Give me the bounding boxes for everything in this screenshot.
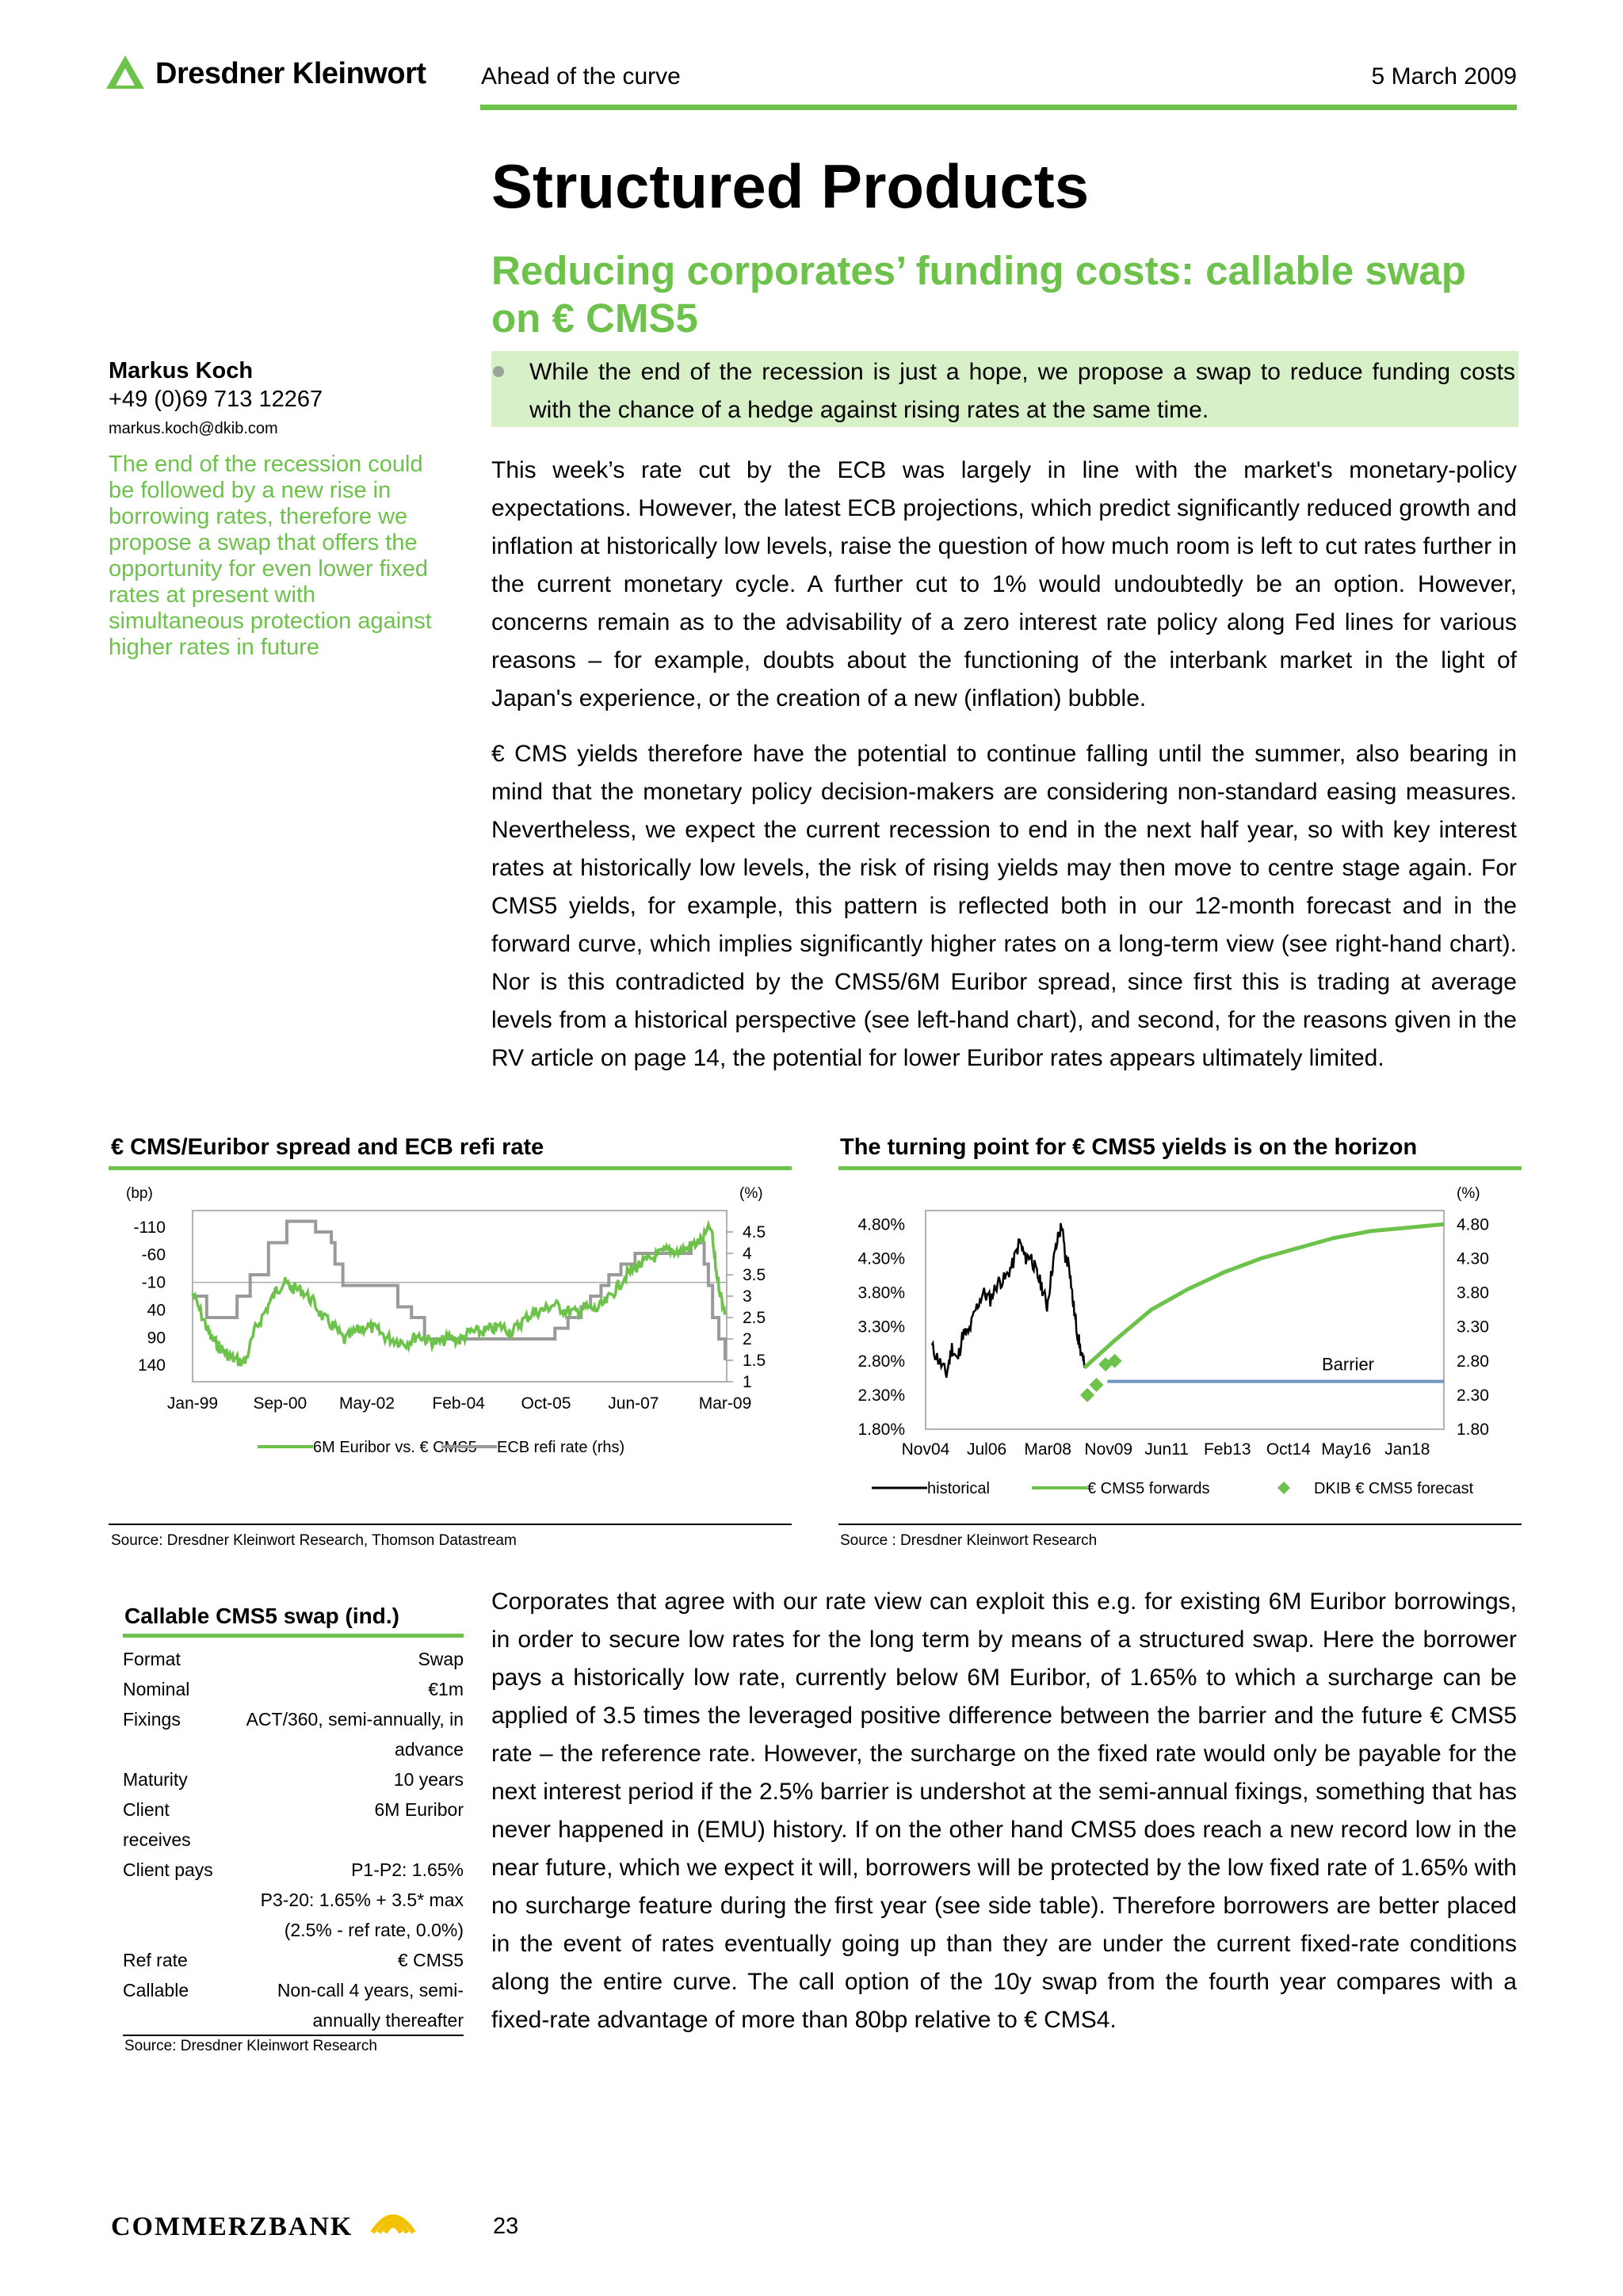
left-axis-unit: (bp) [126, 1185, 153, 1202]
terms-row [123, 1704, 464, 1764]
right-axis-unit: (%) [1457, 1185, 1480, 1202]
series-line-spread [193, 1225, 725, 1367]
right-tick-label: 3.80 [1457, 1283, 1489, 1302]
legend-label: € CMS5 forwards [1087, 1480, 1210, 1497]
terms-row [123, 1644, 464, 1674]
term-label [123, 1885, 218, 1945]
table-rule [123, 1634, 464, 1638]
chart-bottom-rule [838, 1524, 1522, 1525]
x-tick-label: Mar-09 [698, 1394, 752, 1413]
right-tick-label: 1.80 [1457, 1421, 1489, 1439]
chart-title: € CMS/Euribor spread and ECB refi rate [111, 1135, 544, 1160]
commerzbank-ribbon-icon [369, 2206, 417, 2237]
left-tick-label: 2.80% [857, 1352, 905, 1371]
x-tick-label: Nov04 [901, 1440, 950, 1459]
chart-title: The turning point for € CMS5 yields is on the horizon [840, 1135, 1418, 1160]
section-title: Structured Products [491, 151, 1090, 221]
left-tick-label: -60 [141, 1245, 166, 1264]
terms-row [123, 1975, 464, 2036]
x-tick-label: Nov09 [1084, 1440, 1133, 1459]
publication-series: Ahead of the curve [481, 63, 681, 90]
right-tick-label: 4 [743, 1245, 752, 1263]
legend-swatch-forecast [1277, 1482, 1290, 1494]
legend-label: ECB refi rate (rhs) [497, 1439, 625, 1456]
x-tick-label: Jan18 [1384, 1440, 1430, 1459]
barrier-annotation: Barrier [1322, 1354, 1375, 1375]
right-axis-unit: (%) [739, 1185, 763, 1202]
legend-label: historical [927, 1480, 990, 1497]
x-tick-label: Jan-99 [166, 1394, 219, 1413]
chart-rule [109, 1166, 792, 1170]
term-value: Non-call 4 years, semi-annually thereafter [218, 1975, 464, 2036]
right-tick-label: 2.30 [1457, 1386, 1489, 1405]
left-tick-label: 90 [147, 1329, 166, 1348]
highlight-text: While the end of the recession is just a hope, we propose a swap to reduce funding costs with the chance of a hedge against rising rates at the same time. [529, 359, 1515, 423]
table-bottom-rule [123, 2035, 464, 2036]
sidebar-summary: The end of the recession could be followed by a new rise in borrowing rates, therefore we propose a swap that offers the opportunity for even lower fixed rates at present with simultaneous protection against higher rates in future [109, 452, 432, 660]
publication-date: 5 March 2009 [1371, 63, 1517, 90]
x-tick-label: Jun11 [1144, 1440, 1189, 1459]
terms-row [123, 1885, 464, 1945]
chart-bottom-rule [109, 1524, 792, 1525]
term-label: Maturity [123, 1769, 188, 1790]
terms-row [123, 1855, 464, 1885]
term-value: € CMS5 [397, 1950, 464, 1970]
right-tick-label: 4.30 [1457, 1249, 1489, 1268]
term-label: Client receives [123, 1799, 191, 1850]
x-tick-label: Jun-07 [608, 1394, 659, 1413]
term-label: Nominal [123, 1679, 190, 1699]
term-value: Swap [418, 1649, 464, 1669]
chart-rule [838, 1166, 1522, 1170]
term-label: Format [123, 1649, 181, 1669]
left-tick-label: 2.30% [857, 1386, 905, 1405]
article-subtitle: Reducing corporates’ funding costs: callable swap on € CMS5 [491, 248, 1466, 341]
spread-refi-chart [109, 1174, 792, 1523]
right-tick-label: 3.5 [743, 1266, 766, 1284]
series-line-forwards [1084, 1224, 1444, 1367]
plot-frame [926, 1211, 1444, 1429]
body-paragraph: Corporates that agree with our rate view can exploit this e.g. for existing 6M Euribor borrowings, in order to secure low rates for the long term by means of a structured swap. Here the borrower pays a historically low rate, currently below 6M Euribor, of 1.65% to which a surcharge can be applied of 3.5 times the leveraged positive difference between the barrier and the future € CMS5 rate – the reference rate. However, the surcharge on the fixed rate would only be payable for the next interest period if the 2.5% barrier is undershot at the semi-annual fixings, something that has never happened in (EMU) history. If on the other hand CMS5 does reach a new record low in the near future, which we expect it will, borrowers will be protected by the low fixed rate of 1.65% with no surcharge feature during the first year (see side table). Therefore borrowers are better placed in the event of rates eventually going up than they are under the current fixed-rate conditions along the entire curve. The call option of the 10y swap from the fourth year compares with a fixed-rate advantage of more than 80bp relative to € CMS4. [491, 1589, 1517, 2033]
term-value: €1m [428, 1679, 464, 1699]
left-tick-label: 4.80% [857, 1215, 905, 1234]
term-label: Ref rate [123, 1950, 188, 1970]
forecast-point [1080, 1388, 1094, 1402]
left-tick-label: -10 [141, 1273, 166, 1292]
terms-row [123, 1764, 464, 1794]
cms5-forward-chart [838, 1174, 1522, 1523]
x-tick-label: Feb13 [1203, 1440, 1251, 1459]
term-value: 10 years [393, 1769, 464, 1790]
x-tick-label: May-02 [339, 1394, 395, 1413]
terms-table [123, 1644, 464, 2036]
x-tick-label: Oct14 [1266, 1440, 1311, 1459]
x-tick-label: Jul06 [966, 1440, 1007, 1459]
right-tick-label: 2.80 [1457, 1352, 1489, 1371]
terms-row [123, 1794, 464, 1855]
term-value: ACT/360, semi-annually, in advance [246, 1709, 464, 1760]
x-tick-label: Oct-05 [521, 1394, 571, 1413]
body-paragraph: € CMS yields therefore have the potential to continue falling until the summer, also bearing in mind that the monetary policy decision-makers are considering non-standard easing measures. Nevertheless, we expect the current recession to end in the next half year, so with key interest rates at historically low levels, the risk of rising yields may then move to centre stage again. For CMS5 yields, for example, this pattern is reflected both in our 12-month forecast and in the forward curve, which implies significantly higher rates on a long-term view (see right-hand chart). Nor is this contradicted by the CMS5/6M Euribor spread, since first this is trading at average levels from a historical perspective (see left-hand chart), and second, for the reasons given in the RV article on page 14, the potential for lower Euribor rates appears ultimately limited. [491, 741, 1517, 1071]
term-label: Callable [123, 1980, 189, 2000]
author-email[interactable]: markus.koch@dkib.com [109, 420, 278, 437]
series-line-historical [932, 1223, 1085, 1378]
x-tick-label: Sep-00 [253, 1394, 307, 1413]
left-tick-label: 3.80% [857, 1283, 905, 1302]
term-label: Fixings [123, 1709, 181, 1730]
left-tick-label: 4.30% [857, 1249, 905, 1268]
term-value: P3-20: 1.65% + 3.5* max (2.5% - ref rate, 0.0%) [260, 1890, 464, 1940]
right-tick-label: 4.5 [743, 1223, 766, 1241]
terms-row [123, 1945, 464, 1975]
left-tick-label: 3.30% [857, 1318, 905, 1337]
x-tick-label: May16 [1321, 1440, 1372, 1459]
right-tick-label: 2.5 [743, 1309, 766, 1327]
legend-label: 6M Euribor vs. € CMS5 [313, 1439, 477, 1456]
right-tick-label: 4.80 [1457, 1215, 1489, 1234]
legend-label: DKIB € CMS5 forecast [1314, 1480, 1474, 1497]
term-value: P1-P2: 1.65% [351, 1859, 464, 1880]
terms-row [123, 1674, 464, 1704]
brand-name: Dresdner Kleinwort [155, 57, 426, 90]
header-rule [480, 105, 1517, 110]
author-phone: +49 (0)69 713 12267 [109, 387, 323, 412]
page-number: 23 [493, 2214, 519, 2239]
term-label: Client pays [123, 1859, 213, 1880]
right-tick-label: 2 [743, 1330, 752, 1348]
body-paragraph: This week’s rate cut by the ECB was largely in line with the market's monetary-policy expectations. However, the latest ECB projections, which predict significantly reduced growth and inflation at historically low levels, raise the question of how much room is left to cut rates further in the current monetary cycle. A further cut to 1% would undoubtedly be an option. However, concerns remain as to the advisability of a zero interest rate policy along Fed lines for various reasons – for example, doubts about the functioning of the interbank market in the light of Japan's experience, or the creation of a new (inflation) bubble. [491, 457, 1517, 711]
left-tick-label: -110 [133, 1218, 166, 1237]
right-tick-label: 3 [743, 1287, 752, 1306]
x-tick-label: Mar08 [1024, 1440, 1071, 1459]
left-tick-label: 40 [147, 1301, 166, 1320]
term-value: 6M Euribor [374, 1799, 464, 1820]
chart-source: Source: Dresdner Kleinwort Research, Thomson Datastream [111, 1532, 517, 1549]
forecast-point [1090, 1378, 1104, 1392]
left-tick-label: 140 [137, 1356, 166, 1375]
left-tick-label: 1.80% [857, 1421, 905, 1439]
commerzbank-logo-text: COMMERZBANK [111, 2212, 353, 2241]
right-tick-label: 1.5 [743, 1352, 766, 1370]
author-name: Markus Koch [109, 358, 254, 383]
terms-table-title: Callable CMS5 swap (ind.) [124, 1604, 399, 1628]
table-source: Source: Dresdner Kleinwort Research [124, 2038, 377, 2054]
right-tick-label: 3.30 [1457, 1318, 1489, 1337]
dresdner-logo-icon [105, 54, 146, 95]
right-tick-label: 1 [743, 1373, 752, 1391]
x-tick-label: Feb-04 [432, 1394, 485, 1413]
chart-source: Source : Dresdner Kleinwort Research [840, 1532, 1098, 1549]
bullet-icon [493, 366, 504, 377]
